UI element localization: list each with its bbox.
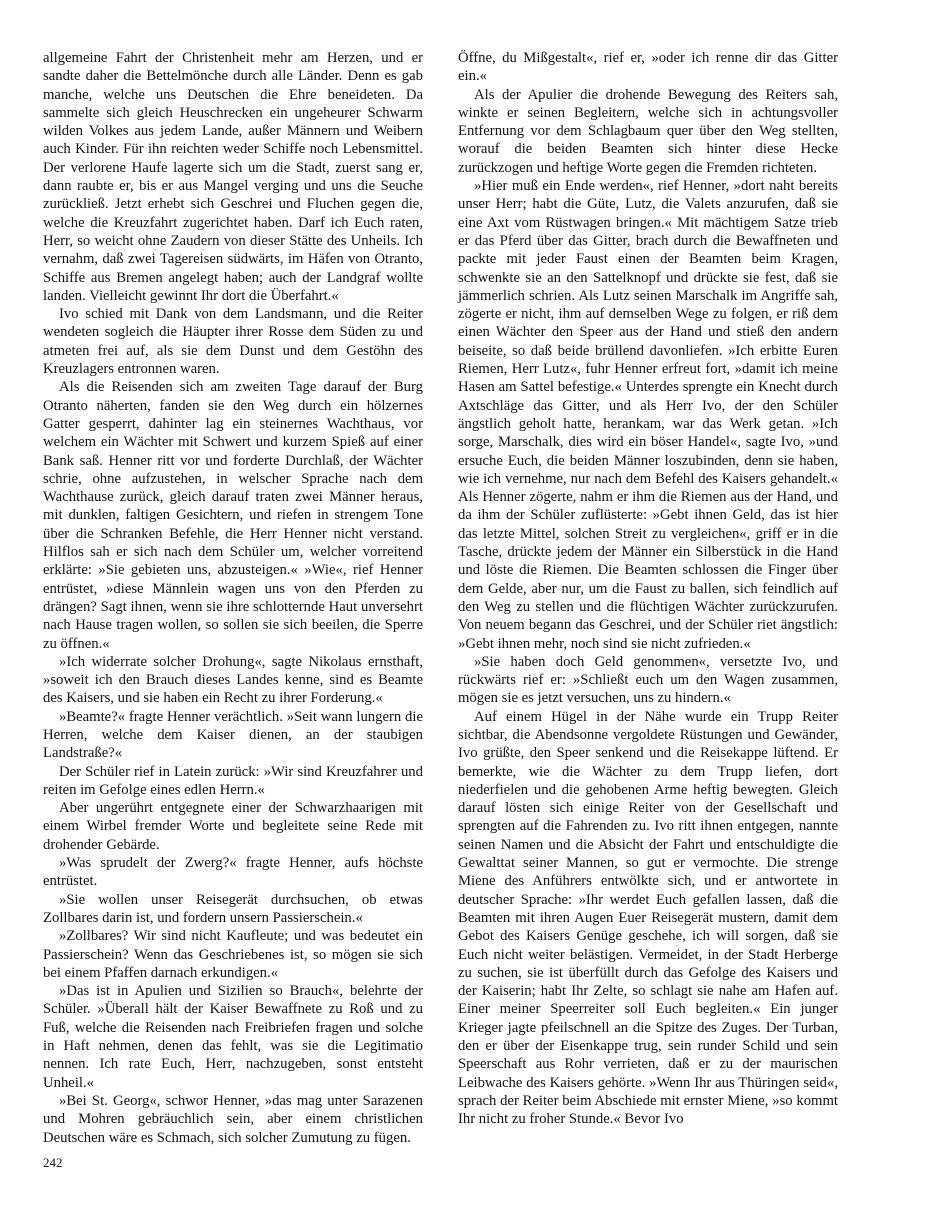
paragraph: Öffne, du Mißgestalt«, rief er, »oder ich renne dir das Gitter ein.« (458, 50, 838, 85)
paragraph: »Sie wollen unser Reisegerät durchsuchen, ob etwas Zollbares darin ist, und fordern unsern Passierschein.« (43, 891, 423, 926)
paragraph: »Zollbares? Wir sind nicht Kaufleute; und was bedeutet ein Passierschein? Wenn das Geschriebenes ist, so mögen sie sich bei einem Pfaffen darnach erkundigen.« (43, 928, 423, 981)
paragraph: »Was sprudelt der Zwerg?« fragte Henner, aufs höchste entrüstet. (43, 855, 423, 890)
paragraph: »Ich widerrate solcher Drohung«, sagte Nikolaus ernsthaft, »soweit ich den Brauch dieses Landes kenne, sind es Beamte des Kaisers, und sie haben ein Recht zu ihrer Forderung.« (43, 653, 423, 707)
paragraph: Als der Apulier die drohende Bewegung des Reiters sah, winkte er seinen Begleitern, welche sich in achtungsvoller Entfernung vor dem Schlagbaum quer über den Weg stellten, worauf die beiden Beamten sich hinter diese Hecke zurückzogen und heftige Worte gegen die Fremden richteten. (458, 86, 838, 176)
paragraph: Ivo schied mit Dank von dem Landsmann, und die Reiter wendeten sogleich die Häupter ihrer Rosse dem Süden zu und atmeten frei auf, als sie dem Dunst und dem Gestöhn des Kreuzlagers entronnen waren. (43, 306, 423, 378)
paragraph: »Das ist in Apulien und Sizilien so Brauch«, belehrte der Schüler. »Überall hält der Kaiser Bewaffnete zu Roß und zu Fuß, welche die Reisenden nach Freibriefen fragen und solche in Haft nehmen, denen das fehlt, was sie die Legitimatio nennen. Ich rate Euch, Herr, nachzugeben, sonst entsteht Unheil.« (43, 983, 423, 1091)
paragraph: »Sie haben doch Geld genommen«, versetzte Ivo, und rückwärts rief er: »Schließt euch um den Wagen zusammen, mögen sie es jetzt versuchen, uns zu hindern.« (458, 653, 838, 707)
paragraph: Aber ungerührt entgegnete einer der Schwarzhaarigen mit einem Wirbel fremder Worte und begleitete seine Rede mit drohender Gebärde. (43, 800, 423, 853)
page-number: 242 (43, 1155, 63, 1170)
right-column (458, 49, 838, 1129)
paragraph: Auf einem Hügel in der Nähe wurde ein Trupp Reiter sichtbar, die Abendsonne vergoldete Rüstungen und Gewänder, Ivo grüßte, den Speer senkend und die Reisekappe lüftend. Er bemerkte, wie die Wächter zu dem Trupp liefen, dort niederfielen und die gehobenen Arme heftig bewegten. Gleich darauf lösten sich einige Reiter von der Gesellschaft und sprengten auf die Fahrenden zu. Ivo ritt ihnen entgegen, nannte seinen Namen und die Absicht der Fahrt und entschuldigte die Gewalttat seiner Mannen, so gut er vermochte. Die strenge Miene des Anführers entwölkte sich, und er antwortete in deutscher Sprache: »Ihr werdet Euch gefallen lassen, daß die Beamten mit ihren Augen Euer Reisegerät mustern, damit dem Gebot des Kaisers Genüge geschehe, ich will sorgen, daß sie Euch nicht weiter belästigen. Vermeidet, in der Stadt Herberge zu suchen, sie ist überfüllt durch das Gefolge des Kaisers und der Kaiserin; habt Ihr Zelte, so schlagt sie nahe am Hafen auf. Einer meiner Speerreiter soll Euch begleiten.« Ein junger Krieger jagte pfeilschnell an die Spitze des Zuges. Der Turban, den er über der Eisenkappe trug, sein runder Schild und sein Speerschaft aus Rohr verrieten, daß er zu der maurischen Leibwache des Kaisers gehörte. »Wenn Ihr aus Thüringen seid«, sprach der Reiter beim Abschiede mit ernster Miene, »so kommt Ihr nicht zu froher Stunde.« Bevor Ivo (458, 708, 838, 1128)
left-column (43, 49, 423, 1147)
paragraph: Als die Reisenden sich am zweiten Tage darauf der Burg Otranto näherten, fanden sie den Weg durch ein hölzernes Gatter gesperrt, dahinter lag ein steinernes Wachthaus, vor welchem ein Wächter mit Schwert und kurzem Spieß auf einer Bank saß. Henner ritt vor und forderte Durchlaß, der Wächter schrie, ohne aufzustehen, in welscher Sprache nach dem Wachthause zurück, gleich darauf traten zwei Männer heraus, mit dunklen, faltigen Gesichtern, und riefen in strengem Tone über die Schranken Befehle, die Herr Henner nicht verstand. Hilflos sah er sich nach dem Schüler um, welcher vorreitend erklärte: »Sie gebieten uns, abzusteigen.« »Wie«, rief Henner entrüstet, »diese Männlein wagen uns von den Pferden zu drängen? Sagt ihnen, wenn sie ihre schlotternde Haut unversehrt nach Hause tragen wollen, so sollen sie sich beeilen, die Sperre zu öffnen.« (43, 379, 423, 652)
paragraph: »Beamte?« fragte Henner verächtlich. »Seit wann lungern die Herren, welche dem Kaiser dienen, an der staubigen Landstraße?« (43, 708, 423, 762)
paragraph: »Hier muß ein Ende werden«, rief Henner, »dort naht bereits unser Herr; habt die Güte, Lutz, die Valets anzurufen, daß sie eine Axt vom Rüstwagen bringen.« Mit mächtigem Satze trieb er das Pferd über das Gitter, brach durch die Bewaffneten und packte mit jeder Faust einen der Beamten beim Kragen, schwenkte sie an den Sattelknopf und drückte sie fest, daß sie jämmerlich schrien. Als Lutz seinen Marschalk im Angriffe sah, zögerte er nicht, ihm auf demselben Wege zu folgen, er riß dem einen Wächter den Speer aus der Hand und stieß den andern beiseite, so daß beide brüllend davonliefen. »Ich erbitte Euren Riemen, Herr Lutz«, fuhr Henner erfreut fort, »damit ich meine Hasen am Sattel befestige.« Unterdes sprengte ein Knecht durch Axtschläge das Gitter, und als Herr Ivo, der den Schüler ängstlich geholt hatte, herankam, war das Werk getan. »Ich sorge, Marschalk, dies wird ein böser Handel«, sagte Ivo, »und ersuche Euch, die beiden Männer loszubinden, denn sie haben, wie ich vernehme, nur nach dem Befehl des Kaisers gehandelt.« Als Henner zögerte, nahm er ihm die Riemen aus der Hand, und da ihm der Schüler zuflüsterte: »Gebt ihnen Geld, das ist hier das letzte Mittel, solchen Streit zu vergleichen«, griff er in die Tasche, drückte jedem der Männer ein Silberstück in die Hand und löste die Riemen. Die Beamten schlossen die Finger über dem Gelde, aber nur, um die Faust zu ballen, sich feindlich auf den Weg zu stellen und die flüchtigen Wächter zurückzurufen. Von neuem begann das Geschrei, und der Schüler riet ängstlich: »Gebt ihnen mehr, noch sind sie nicht zufrieden.« (458, 178, 838, 652)
paragraph: Der Schüler rief in Latein zurück: »Wir sind Kreuzfahrer und reiten im Gefolge eines edlen Herrn.« (43, 763, 423, 798)
paragraph: allgemeine Fahrt der Christenheit mehr am Herzen, und er sandte daher die Bettelmönche durch alle Länder. Denn es gab manche, welche uns Deutschen die Ehre beneideten. Da sammelte sich gleich Heuschrecken ein ungeheurer Schwarm wilden Volkes aus jedem Lande, außer Männern und Weibern auch Kinder. Für ihn reichten weder Schiffe noch Lebensmittel. Der verlorene Haufe lagerte sich um die Stadt, zuerst sang er, dann raubte er, bis er aus Mangel verging und uns die Seuche zurückließ. Jetzt erhebt sich Geschrei und Fluchen gegen die, welche die Kreuzfahrt zugerichtet haben. Darf ich Euch raten, Herr, so weicht ohne Zaudern von dieser Stätte des Unheils. Ich vernahm, daß zwei Tagereisen südwärts, im Häfen von Otranto, Schiffe aus Bremen angelegt haben; auch der Landgraf wollte landen. Vielleicht gewinnt Ihr dort die Überfahrt.« (43, 50, 423, 304)
paragraph: »Bei St. Georg«, schwor Henner, »das mag unter Sarazenen und Mohren gebräuchlich sein, aber einem christlichen Deutschen wäre es Schmach, sich solcher Zumutung zu fügen. (43, 1092, 423, 1146)
